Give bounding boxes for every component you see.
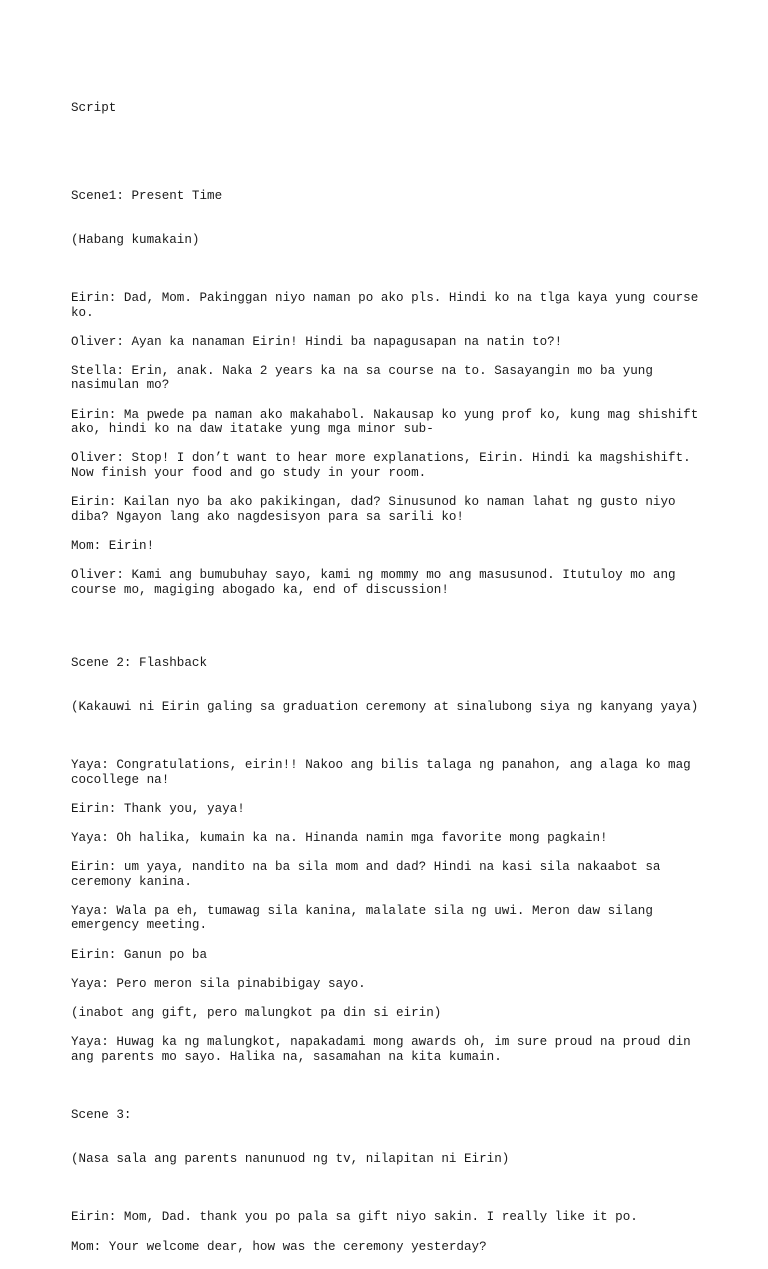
dialogue-line: Stella: Erin, anak. Naka 2 years ka na sa course na to. Sasayangin mo ba yung <box>71 363 653 378</box>
scene1-direction: (Habang kumakain) <box>71 232 200 247</box>
dialogue-paragraph <box>71 539 711 554</box>
dialogue-line: Oliver: Kami ang bumubuhay sayo, kami ng mommy mo ang masusunod. Itutuloy mo ang <box>71 568 676 583</box>
dialogue-line: Oliver: Stop! I don’t want to hear more explanations, Eirin. Hindi ka magshishift. <box>71 451 691 466</box>
dialogue-line: (inabot ang gift, pero malungkot pa din si eirin) <box>71 1006 442 1020</box>
scene2-dialogue <box>71 758 711 1064</box>
dialogue-line: Yaya: Huwag ka ng malungkot, napakadami mong awards oh, im sure proud na proud din <box>71 1035 691 1050</box>
dialogue-paragraph <box>71 860 711 889</box>
dialogue-paragraph <box>71 802 711 817</box>
dialogue-line: Oliver: Ayan ka nanaman Eirin! Hindi ba napagusapan na natin to?! <box>71 334 563 349</box>
dialogue-paragraph <box>71 1210 711 1225</box>
scene3-dialogue <box>71 1210 711 1254</box>
scene3-header <box>71 1079 711 1196</box>
scene1-dialogue <box>71 291 711 597</box>
scene3-direction: (Nasa sala ang parents nanunuod ng tv, nilapitan ni Eirin) <box>71 1151 510 1166</box>
script-document <box>71 72 711 1269</box>
document-title <box>71 72 711 145</box>
title-text: Script <box>71 101 117 116</box>
scene3-heading: Scene 3: <box>71 1108 132 1123</box>
dialogue-paragraph <box>71 1006 711 1021</box>
scene1-header <box>71 160 711 277</box>
dialogue-line: emergency meeting. <box>71 918 208 933</box>
scene1-heading: Scene1: Present Time <box>71 188 223 203</box>
dialogue-line: Mom: Your welcome dear, how was the ceremony yesterday? <box>71 1239 487 1254</box>
dialogue-paragraph <box>71 1240 711 1255</box>
dialogue-paragraph <box>71 831 711 846</box>
dialogue-line: Eirin: Mom, Dad. thank you po pala sa gift niyo sakin. I really like it po. <box>71 1210 638 1225</box>
dialogue-line: Yaya: Congratulations, eirin!! Nakoo ang bilis talaga ng panahon, ang alaga ko mag <box>71 757 691 772</box>
dialogue-line: Eirin: um yaya, nandito na ba sila mom and dad? Hindi na kasi sila nakaabot sa <box>71 860 661 875</box>
scene2-heading: Scene 2: Flashback <box>71 655 208 670</box>
dialogue-paragraph <box>71 758 711 787</box>
scene2-header <box>71 627 711 744</box>
dialogue-line: Now finish your food and go study in your room. <box>71 466 427 481</box>
scene-separator <box>71 612 711 627</box>
dialogue-paragraph <box>71 904 711 933</box>
dialogue-line: ko. <box>71 305 94 320</box>
dialogue-line: Eirin: Dad, Mom. Pakinggan niyo naman po ako pls. Hindi ko na tlga kaya yung course <box>71 290 699 305</box>
dialogue-line: ako, hindi ko na daw itatake yung mga minor sub- <box>71 422 434 437</box>
dialogue-line: course mo, magiging abogado ka, end of discussion! <box>71 582 449 597</box>
dialogue-paragraph <box>71 291 711 320</box>
scene2-direction: (Kakauwi ni Eirin galing sa graduation ceremony at sinalubong siya ng kanyang yaya) <box>71 699 699 714</box>
dialogue-line: diba? Ngayon lang ako nagdesisyon para sa sarili ko! <box>71 509 464 524</box>
dialogue-line: Yaya: Oh halika, kumain ka na. Hinanda namin mga favorite mong pagkain! <box>71 830 608 845</box>
dialogue-line: Yaya: Wala pa eh, tumawag sila kanina, malalate sila ng uwi. Meron daw silang <box>71 903 653 918</box>
dialogue-paragraph <box>71 1035 711 1064</box>
dialogue-paragraph <box>71 948 711 963</box>
dialogue-line: Yaya: Pero meron sila pinabibigay sayo. <box>71 976 366 991</box>
dialogue-line: ang parents mo sayo. Halika na, sasamahan na kita kumain. <box>71 1049 502 1064</box>
dialogue-paragraph <box>71 495 711 524</box>
dialogue-paragraph <box>71 568 711 597</box>
dialogue-line: cocollege na! <box>71 772 170 787</box>
dialogue-paragraph <box>71 451 711 480</box>
dialogue-paragraph <box>71 335 711 350</box>
dialogue-line: Eirin: Ganun po ba <box>71 947 208 962</box>
dialogue-line: Mom: Eirin! <box>71 539 155 553</box>
dialogue-line: nasimulan mo? <box>71 378 170 393</box>
dialogue-paragraph <box>71 364 711 393</box>
dialogue-paragraph <box>71 408 711 437</box>
dialogue-line: Eirin: Ma pwede pa naman ako makahabol. Nakausap ko yung prof ko, kung mag shishift <box>71 407 699 422</box>
dialogue-line: Eirin: Thank you, yaya! <box>71 801 245 816</box>
dialogue-line: ceremony kanina. <box>71 874 192 889</box>
dialogue-paragraph <box>71 977 711 992</box>
dialogue-line: Eirin: Kailan nyo ba ako pakikingan, dad? Sinusunod ko naman lahat ng gusto niyo <box>71 495 676 510</box>
